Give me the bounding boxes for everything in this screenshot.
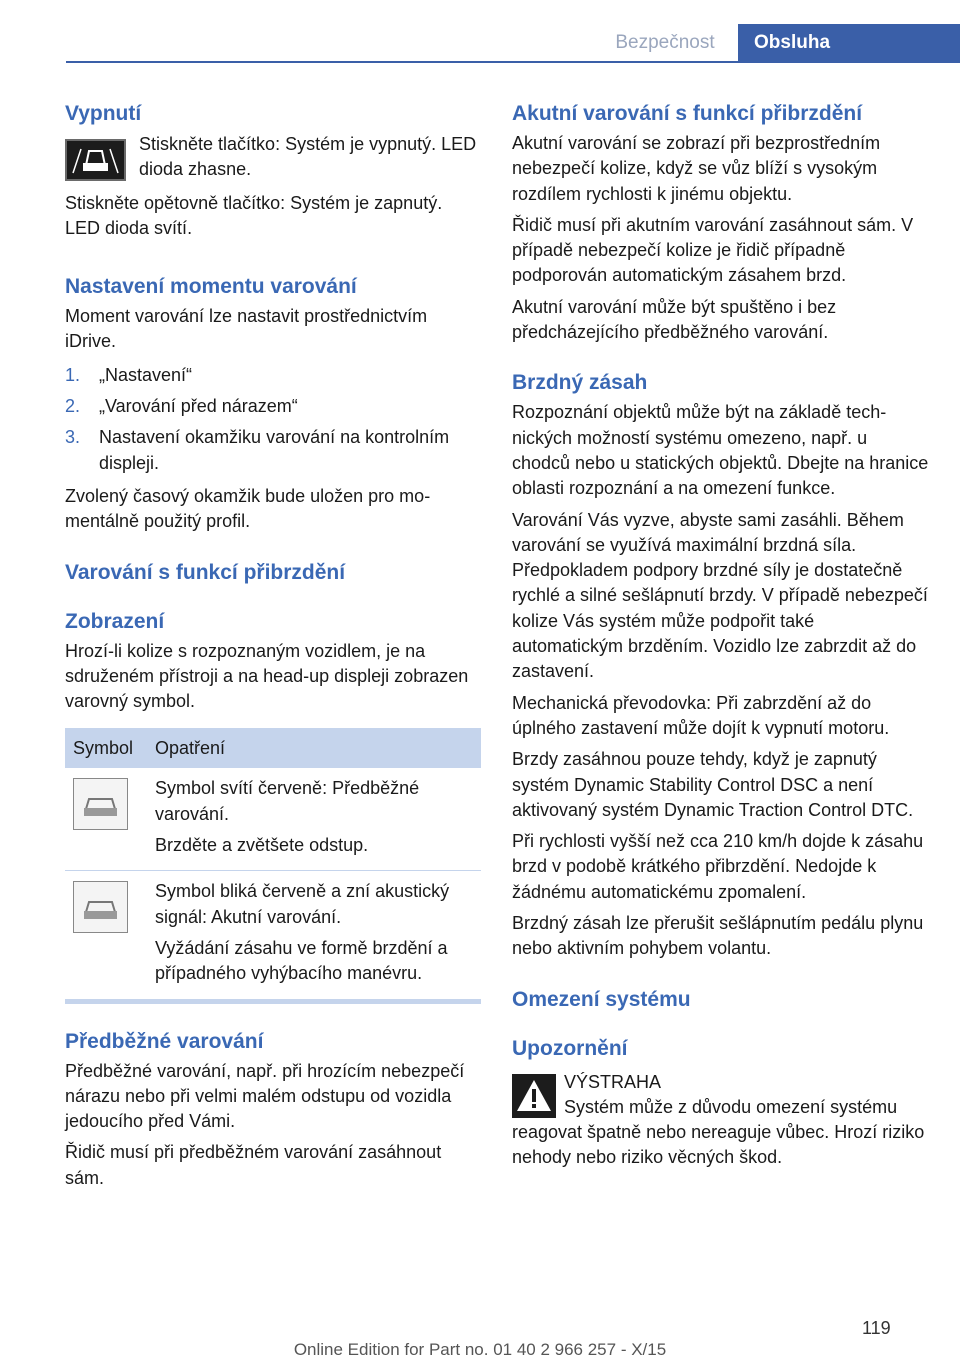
step-text: Nastavení okamžiku varování na kontrolním displeji. — [99, 427, 450, 473]
intervention-text-4: Brzdy zasáhnou pouze tehdy, když je zapnutý systém Dynamic Stability Control DSC a není aktivovaný systém Dynamic Traction Control DTC. — [512, 749, 914, 820]
heading-pre-warning: Předběžné varování — [65, 1029, 264, 1053]
step-text: „Varování před nárazem“ — [99, 396, 298, 417]
right-column — [512, 100, 930, 1171]
symbol-table — [65, 728, 481, 998]
acute-text-3: Akutní varování může být spuštěno i bez předcházejícího předběžného varování. — [512, 296, 837, 343]
action-cell — [147, 871, 481, 999]
tab-obsluha[interactable]: Obsluha — [738, 24, 960, 61]
off-text: Stiskněte tlačítko: Systém je vypnutý. LED dioda zhasne. — [139, 134, 477, 180]
heading-limits: Omezení systému — [512, 987, 691, 1011]
on-text: Stiskněte opětovně tlačítko: Systém je zapnutý. LED dioda svítí. — [65, 192, 443, 238]
list-item — [65, 425, 481, 476]
heading-intervention: Brzdný zásah — [512, 371, 648, 395]
warning-title: VÝSTRAHA — [564, 1071, 662, 1092]
off-row — [65, 135, 481, 183]
warning-text: Systém může z důvodu omezení systému reagovat špatně nebo nereaguje vůbec. Hrozí riziko nehody nebo riziko věcných škod. — [512, 1096, 925, 1168]
symbol-cell — [65, 871, 147, 999]
table-bottom-rule — [65, 999, 481, 1004]
intervention-text-2: Varování Vás vyzve, abyste sami zasáhli. Během varování se využívá maximální brzdná síla. Předpokladem podpory brzdné síly je dostatečně rychlé a silné sešlápnutí brzdy. V případě nebezpečí kolize Vás systém může podpořit také automatickým brzděním. Vozidlo lze zabrzdit až do zastavení. — [512, 509, 928, 682]
moment-text: Moment varování lze nastavit prostřednictvím iDrive. — [65, 306, 428, 352]
left-column — [65, 100, 481, 1191]
car-warning-icon — [73, 881, 128, 933]
heading-acute: Akutní varování s funkcí přibrzdění — [512, 102, 863, 125]
acute-text-1: Akutní varování se zobrazí při bezprostředním nebezpečí kolize, když se vůz blíží s vysokým rozdílem rychlosti k jinému objektu. — [512, 133, 881, 204]
acute-text-2: Řidič musí při akutním varování zasáhnout sám. V případě nebezpečí kolize je řidič případně podporován automatickým zásahem brzd. — [512, 214, 914, 286]
step-number: 1. — [65, 364, 81, 385]
table-row — [65, 871, 481, 999]
intervention-text-5: Při rychlosti vyšší než cca 210 km/h dojde k zásahu brzd v podobě krátkého přibrzdění. Nedojde k žádnému automatickému zpomalení. — [512, 831, 924, 902]
action-text: Brzděte a zvětšete odstup. — [155, 835, 369, 856]
pre-text-2: Řidič musí při předběžném varování zasáhnout sám. — [65, 1142, 442, 1188]
intervention-text-6: Brzdný zásah lze přerušit sešlápnutím pedálu plynu nebo aktivním pohybem volantu. — [512, 913, 924, 959]
page-number: 119 — [862, 1318, 891, 1338]
heading-vypnuti: Vypnutí — [65, 102, 142, 125]
action-text: Symbol svítí červeně: Předběžné varování. — [155, 778, 420, 824]
list-item — [65, 363, 481, 388]
intervention-text-3: Mechanická převodovka: Při zabrzdění až do úplného zastavení může dojít k vypnutí motoru. — [512, 692, 890, 738]
heading-notes: Upozornění — [512, 1036, 628, 1060]
action-text: Vyžádání zásahu ve formě brzdění a případného vyhýbacího manévru. — [155, 937, 448, 984]
step-number: 3. — [65, 427, 81, 448]
pre-text-1: Předběžné varování, např. při hrozícím nebezpečí nárazu nebo při velmi malém odstupu od vozidla jedoucího před Vámi. — [65, 1060, 465, 1132]
table-header — [65, 728, 481, 768]
action-cell — [147, 768, 481, 870]
car-warning-icon — [73, 778, 128, 830]
list-item — [65, 394, 481, 419]
table-row — [65, 768, 481, 870]
heading-display: Zobrazení — [65, 609, 165, 633]
collision-warning-button-icon — [65, 139, 126, 181]
heading-brake-warning: Varování s funkcí přibrzdění — [65, 560, 346, 584]
action-text: Symbol bliká červeně a zní akustický signál: Akutní varování. — [155, 881, 450, 927]
tab-bezpecnost[interactable]: Bezpečnost — [615, 32, 715, 53]
steps-list — [65, 363, 481, 476]
heading-moment: Nastavení momentu varování — [65, 275, 357, 299]
step-text: „Nastavení“ — [99, 364, 193, 385]
header-rule — [66, 61, 960, 63]
warning-triangle-icon — [512, 1074, 556, 1118]
step-number: 2. — [65, 396, 81, 417]
col-symbol: Symbol — [65, 728, 147, 768]
intervention-text-1: Rozpoznání objektů může být na základě technických možností systému omezeno, např. u chodců nebo u statických objektů. Dbejte na hranice oblasti rozpoznání a na omezení funkce. — [512, 402, 929, 499]
col-action: Opatření — [147, 728, 481, 768]
display-text: Hrozí-li kolize s rozpoznaným vozidlem, je na sdruženém přístroji a na head-up displeji zobrazen varovný symbol. — [65, 640, 469, 712]
symbol-cell — [65, 768, 147, 870]
edition-footer: Online Edition for Part no. 01 40 2 966 257 - X/15 — [293, 1340, 667, 1359]
after-steps-text: Zvolený časový okamžik bude uložen pro momentálně použitý profil. — [65, 485, 431, 532]
